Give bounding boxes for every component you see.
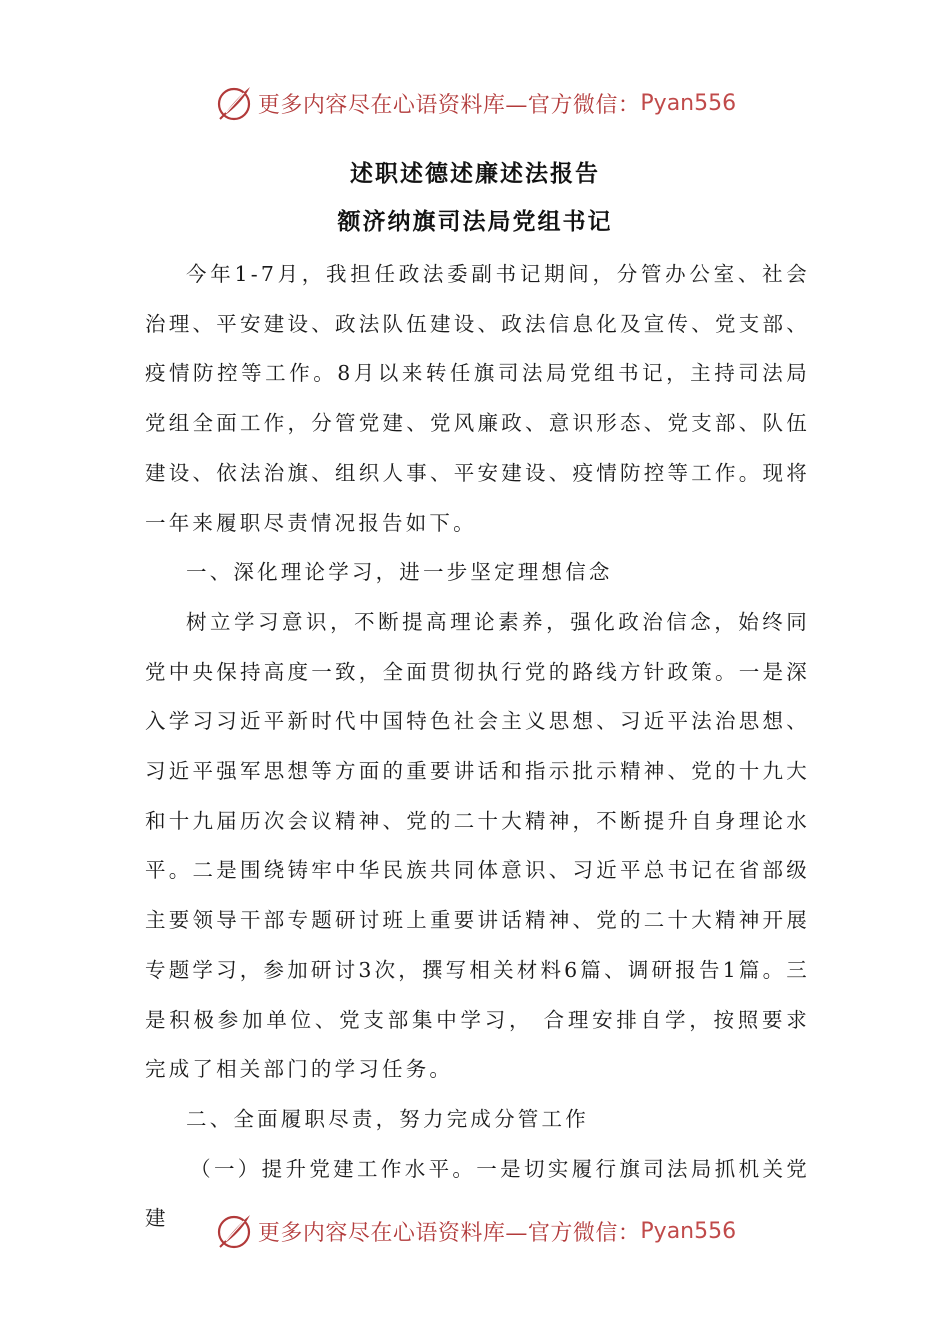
watermark-text: 更多内容尽在心语资料库—官方微信： bbox=[257, 1220, 641, 1246]
section-heading-1: 一、深化理论学习，进一步坚定理想信念 bbox=[186, 560, 613, 585]
watermark-text: 更多内容尽在心语资料库—官方微信： bbox=[257, 92, 641, 118]
document-title: 述职述德述廉述法报告 bbox=[350, 161, 600, 187]
section-heading-2: 二、全面履职尽责，努力完成分管工作 bbox=[186, 1106, 589, 1131]
paragraph-theory-study: 树立学习意识，不断提高理论素养，强化政治信念，始终同党中央保持高度一致，全面贯彻执行党的路线方针政策。一是深入学习习近平新时代中国特色社会主义思想、习近平法治思想、习近平强军思想等方面的重要讲话和指示批示精神、党的十九大和十九届历次会议精神、党的二十大精神，不断提升自身理论水平。二是围绕铸牢中华民族共同体意识、习近平总书记在省部级主要领导干部专题研讨班上重要讲话精神、党的二十大精神开展专题学习，参加研讨3次，撰写相关材料6篇、调研报告1篇。三是积极参加单位、党支部集中学习， 合理安排自学，按照要求完成了相关部门的学习任务。 bbox=[145, 609, 810, 1082]
document-body bbox=[145, 250, 810, 1244]
watermark-wechat-id: Pyan556 bbox=[640, 1218, 737, 1244]
paragraph-intro: 今年1-7月，我担任政法委副书记期间，分管办公室、社会治理、平安建设、政法队伍建设、政法信息化及宣传、党支部、疫情防控等工作。8月以来转任旗司法局党组书记，主持司法局党组全面工作，分管党建、党风廉政、意识形态、党支部、队伍建设、依法治旗、组织人事、平安建设、疫情防控等工作。现将一年来履职尽责情况报告如下。 bbox=[145, 262, 810, 535]
document-subtitle: 额济纳旗司法局党组书记 bbox=[337, 209, 613, 235]
paragraph-party-building: （一）提升党建工作水平。一是切实履行旗司法局抓机关党建 bbox=[145, 1156, 810, 1231]
watermark-wechat-id: Pyan556 bbox=[640, 90, 737, 116]
quill-pen-logo-icon bbox=[214, 83, 254, 123]
quill-pen-logo-icon bbox=[214, 1211, 254, 1251]
watermark-header bbox=[0, 78, 950, 128]
watermark-footer bbox=[0, 1206, 950, 1256]
